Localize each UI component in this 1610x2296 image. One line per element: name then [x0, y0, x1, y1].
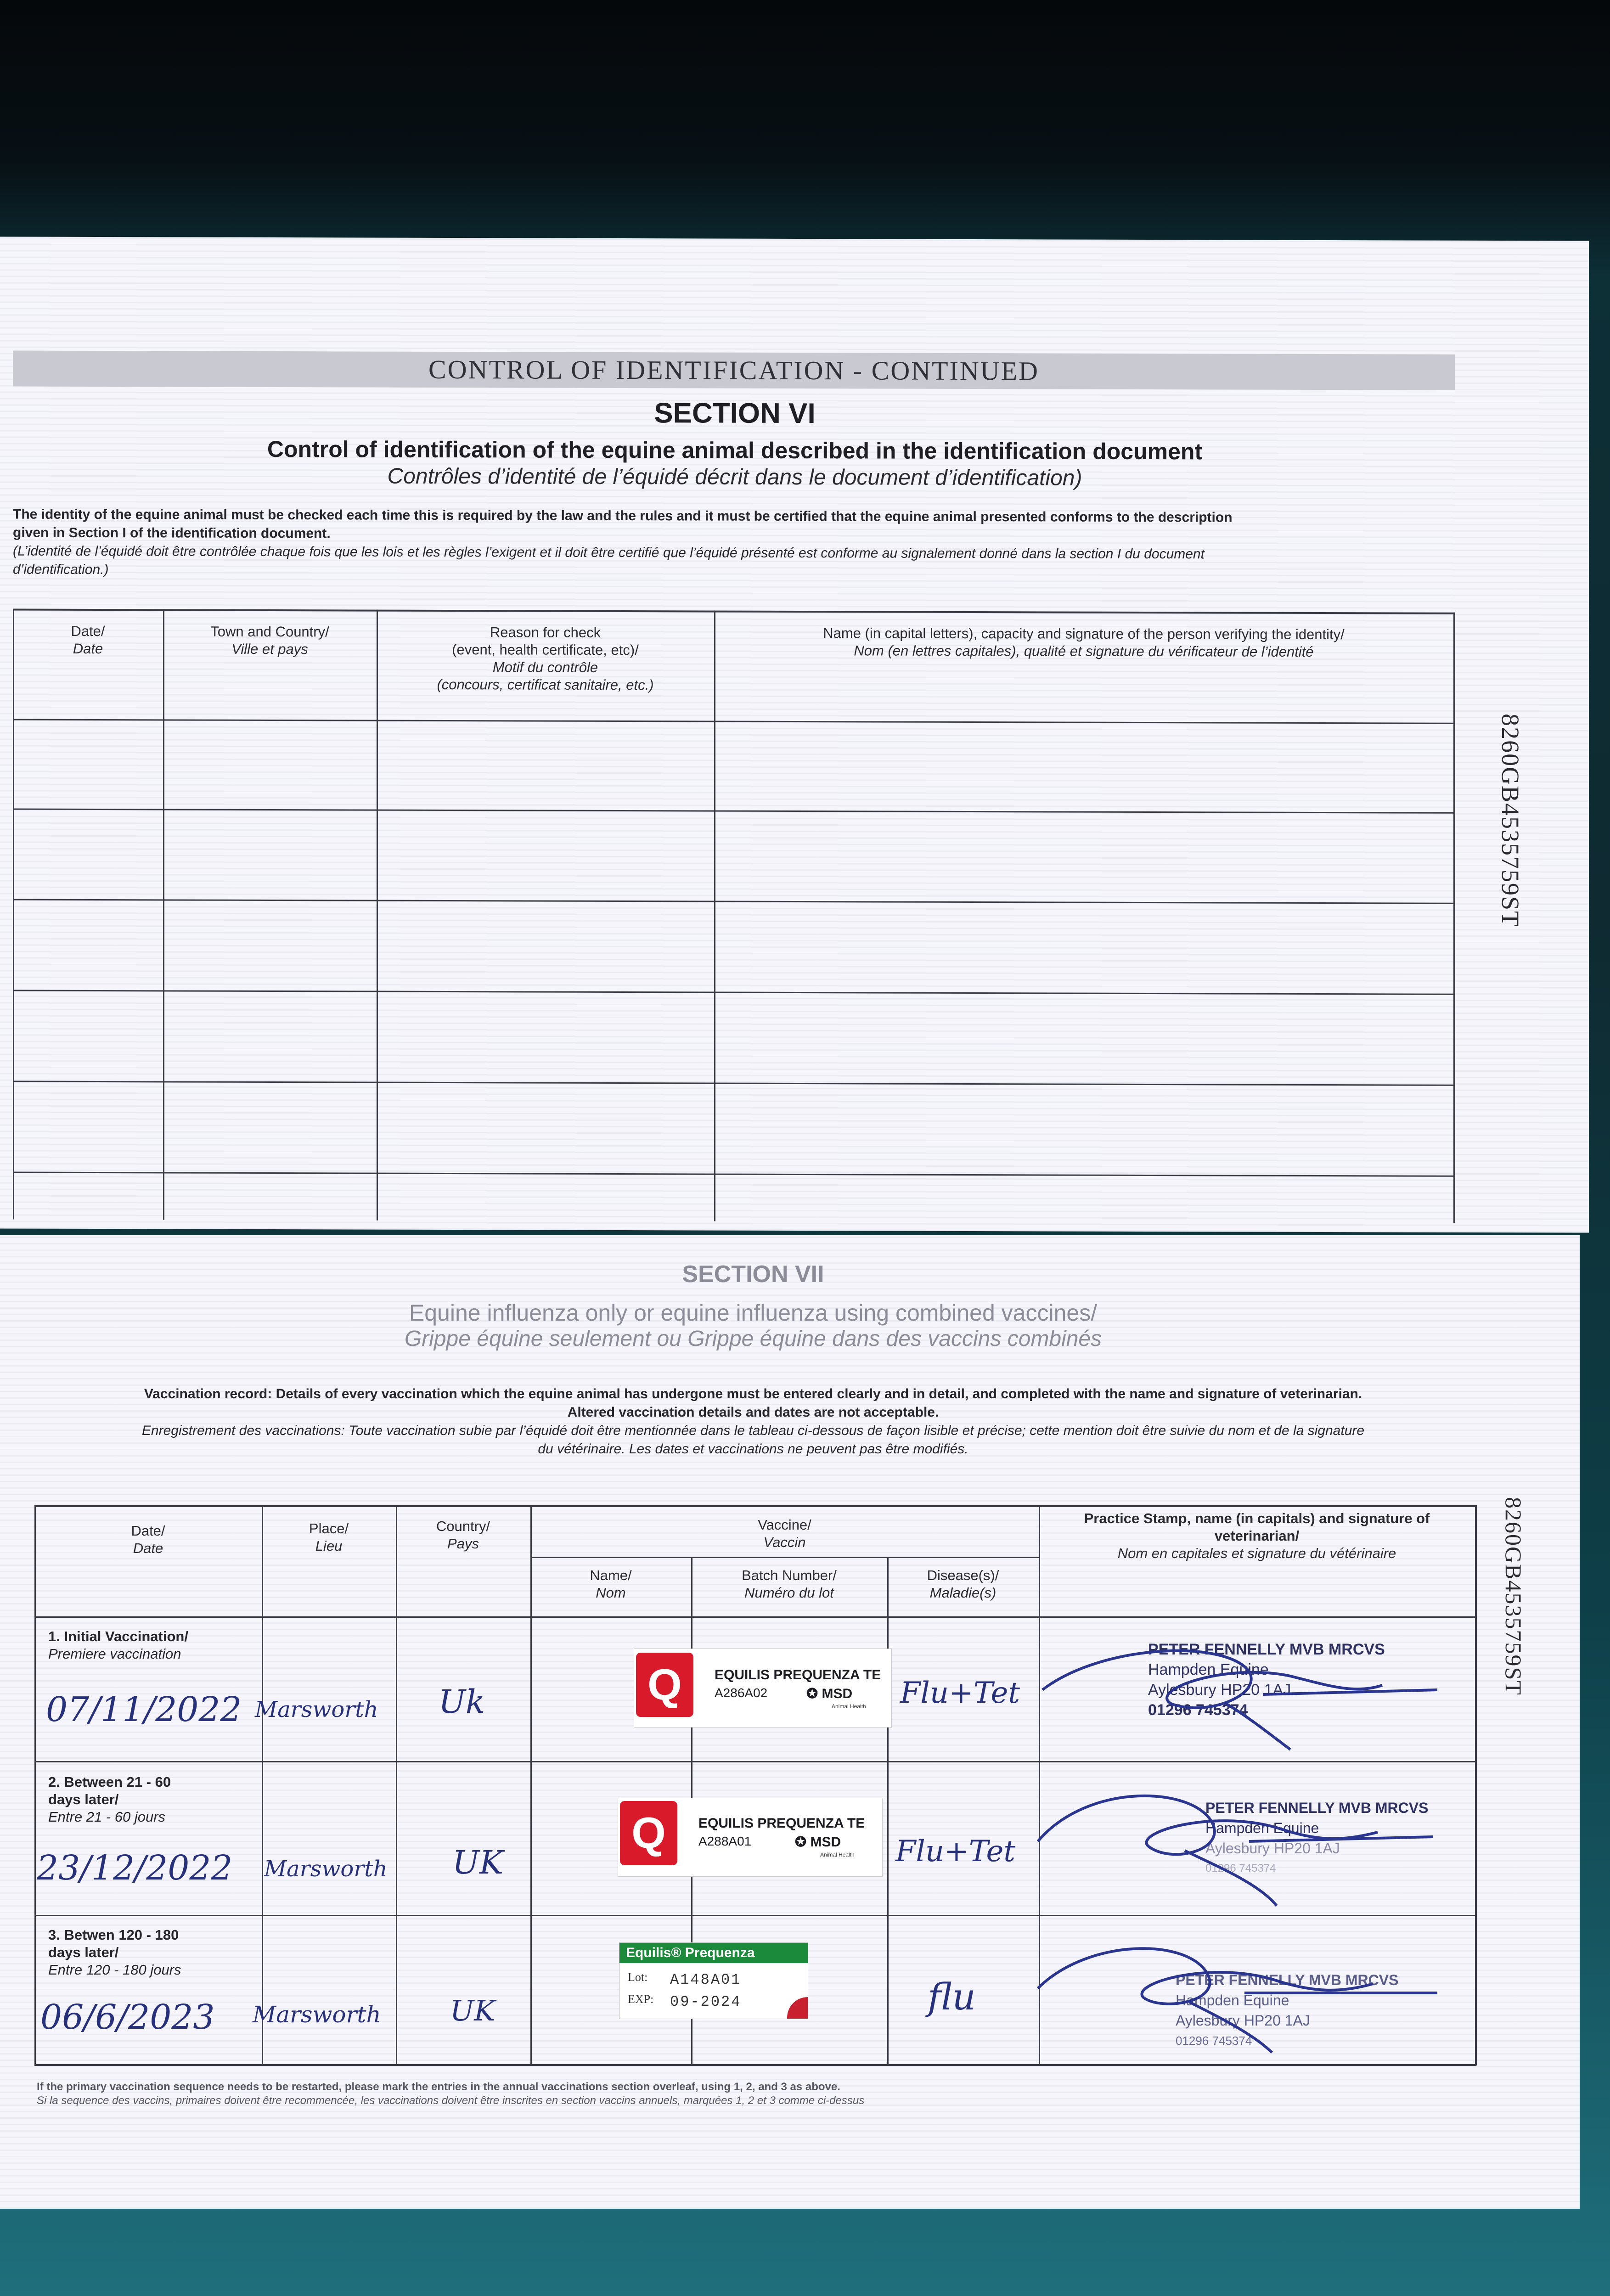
intro-fr-1: (L’identité de l’équidé doit être contrôlée chaque fois que les lois et les règles l’exigent et il doit être certifié que l’équidé présenté est conforme au signalement donné dans la section I du document — [13, 543, 1205, 562]
section-vii-title-en: Equine influenza only or equine influenza using combined vaccines/ — [409, 1300, 1098, 1326]
vii-intro-en-1: Vaccination record: Details of every vaccination which the equine animal has undergone must be entered clearly and in detail, and completed with the name and signature of veterinarian. — [144, 1386, 1362, 1401]
msd-logo-icon: ✪ — [806, 1686, 818, 1701]
row2-batch: A288A01 — [698, 1834, 752, 1848]
intro-en-2: given in Section I of the identification document. — [13, 525, 331, 541]
vii-header-batch: Batch Number/ Numéro du lot — [742, 1567, 837, 1601]
row1-q-logo: Q — [636, 1653, 693, 1717]
page-section-vii — [0, 1235, 1580, 2209]
section-vii-label: SECTION VII — [682, 1261, 824, 1288]
vii-header-date: Date/ Date — [131, 1523, 165, 1556]
row2-disease: Flu+Tet — [895, 1835, 1016, 1868]
row2-maker: ✪ MSD — [795, 1835, 841, 1850]
vii-header-place: Place/ Lieu — [309, 1520, 349, 1554]
vii-header-disease: Disease(s)/ Maladie(s) — [927, 1567, 999, 1601]
vii-intro-fr-1: Enregistrement des vaccinations: Toute vaccination subie par l’équidé doit être mentionnée dans le tableau ci-dessous de façon lisible et précise; cette mention doit être suivie du nom et de la signature — [141, 1423, 1365, 1438]
row1-label: 1. Initial Vaccination/ Premiere vaccination — [48, 1628, 188, 1662]
row2-country: UK — [452, 1844, 504, 1881]
row3-vaccine-sticker — [619, 1942, 808, 2019]
msd-logo-icon: ✪ — [795, 1835, 807, 1850]
row3-signature-icon — [1024, 1929, 1474, 2062]
row1-vaccine-sticker — [634, 1649, 892, 1728]
row2-date: 23/12/2022 — [37, 1848, 233, 1888]
row3-disease: flu — [928, 1975, 976, 2018]
section-vii-title-fr: Grippe équine seulement ou Grippe équine dans des vaccins combinés — [404, 1327, 1102, 1351]
section-vi-label: SECTION VI — [654, 397, 816, 430]
row3-sticker-red-mark — [787, 1997, 808, 2019]
row3-date: 06/6/2023 — [40, 1998, 215, 2037]
vii-header-vaccine: Vaccine/ Vaccin — [758, 1517, 811, 1550]
page-section-vi — [0, 236, 1589, 1232]
row2-vaccine-sticker — [618, 1798, 883, 1877]
row2-q-logo: Q — [620, 1801, 677, 1865]
vii-header-vaccine-name: Name/ Nom — [590, 1567, 632, 1601]
row3-batch: A148A01 — [670, 1971, 742, 1988]
row3-vet-stamp: PETER FENNELLY MVB MRCVS Hampden Equine Aylesbury HP20 1AJ 01296 745374 — [1176, 1972, 1399, 2048]
row2-signature-icon — [1019, 1773, 1479, 1915]
row3-lot-label: Lot: — [628, 1970, 648, 1984]
col-header-town-country: Town and Country/ Ville et pays — [210, 623, 329, 658]
section-band-title: CONTROL OF IDENTIFICATION - CONTINUED — [428, 354, 1039, 386]
vii-intro-fr-2: du vétérinaire. Les dates et vaccinations ne peuvent pas être modifiés. — [538, 1441, 968, 1457]
row1-vaccine-name: EQUILIS PREQUENZA TE — [715, 1667, 881, 1683]
row1-date: 07/11/2022 — [46, 1690, 242, 1729]
row3-place: Marsworth — [253, 2001, 381, 2028]
section-vi-intro — [13, 506, 1455, 583]
row3-exp-label: EXP: — [628, 1992, 654, 2006]
row1-maker-sub: Animal Health — [832, 1703, 866, 1710]
row3-exp: 09-2024 — [670, 1993, 742, 2010]
row2-vet-stamp: PETER FENNELLY MVB MRCVS Hampden Equine Aylesbury HP20 1AJ 01296 745374 — [1205, 1800, 1429, 1874]
col-header-date: Date/ Date — [71, 623, 105, 657]
row1-place: Marsworth — [255, 1697, 378, 1722]
intro-fr-2: d’identification.) — [13, 562, 109, 578]
intro-en-1: The identity of the equine animal must be checked each time this is required by the law and the rules and it must be certified that the equine animal presented conforms to the description — [13, 506, 1233, 525]
section-vii-footnote: If the primary vaccination sequence needs to be restarted, please mark the entries in the annual vaccinations section overleaf, using 1, 2, and 3 as above. Si la sequence des vaccins, primaires doivent être recommencée, les vaccinations doivent être inscrites en section vaccins annuels, marquées 1, 2 et 3 comme ci-dessus — [37, 2081, 865, 2107]
col-header-verifier: Name (in capital letters), capacity and signature of the person verifying the identity/ Nom (en lettres capitales), qualité et signature du vérificateur de l’identité — [823, 625, 1345, 660]
row2-vaccine-name: EQUILIS PREQUENZA TE — [698, 1816, 865, 1831]
section-vi-title-fr: Contrôles d’identité de l’équidé décrit dans le document d’identification) — [387, 464, 1082, 490]
row3-vaccine-name: Equilis® Prequenza — [619, 1943, 808, 1963]
row1-vet-stamp: PETER FENNELLY MVB MRCVS Hampden Equine Aylesbury HP20 1AJ 01296 745374 — [1148, 1641, 1385, 1719]
row2-place: Marsworth — [264, 1856, 388, 1882]
row1-maker: ✪ MSD — [806, 1686, 853, 1701]
vii-header-stamp: Practice Stamp, name (in capitals) and signature of veterinarian/ Nom en capitales et signature du vétérinaire — [1084, 1510, 1430, 1561]
vii-intro-en-2: Altered vaccination details and dates are not acceptable. — [567, 1405, 939, 1420]
section-vi-side-number: 8260GB4535759ST — [1497, 714, 1524, 928]
row1-disease: Flu+Tet — [900, 1676, 1020, 1710]
section-vi-title-en: Control of identification of the equine animal described in the identification document — [267, 436, 1203, 465]
col-header-reason: Reason for check (event, health certificate, etc)/ Motif du contrôle (concours, certificat sanitaire, etc.) — [437, 624, 654, 693]
row2-maker-sub: Animal Health — [820, 1851, 855, 1858]
section-vii-intro — [28, 1385, 1479, 1458]
row2-label: 2. Between 21 - 60 days later/ Entre 21 - 60 jours — [48, 1774, 171, 1825]
row3-label: 3. Betwen 120 - 180 days later/ Entre 120 - 180 jours — [48, 1927, 181, 1978]
section-vii-side-number: 8260GB4535759ST — [1501, 1497, 1526, 1696]
vii-header-country: Country/ Pays — [436, 1518, 490, 1552]
row1-batch: A286A02 — [715, 1686, 768, 1700]
row1-signature-icon — [1033, 1635, 1469, 1759]
row3-country: UK — [450, 1994, 495, 2027]
row1-country: Uk — [439, 1683, 485, 1721]
